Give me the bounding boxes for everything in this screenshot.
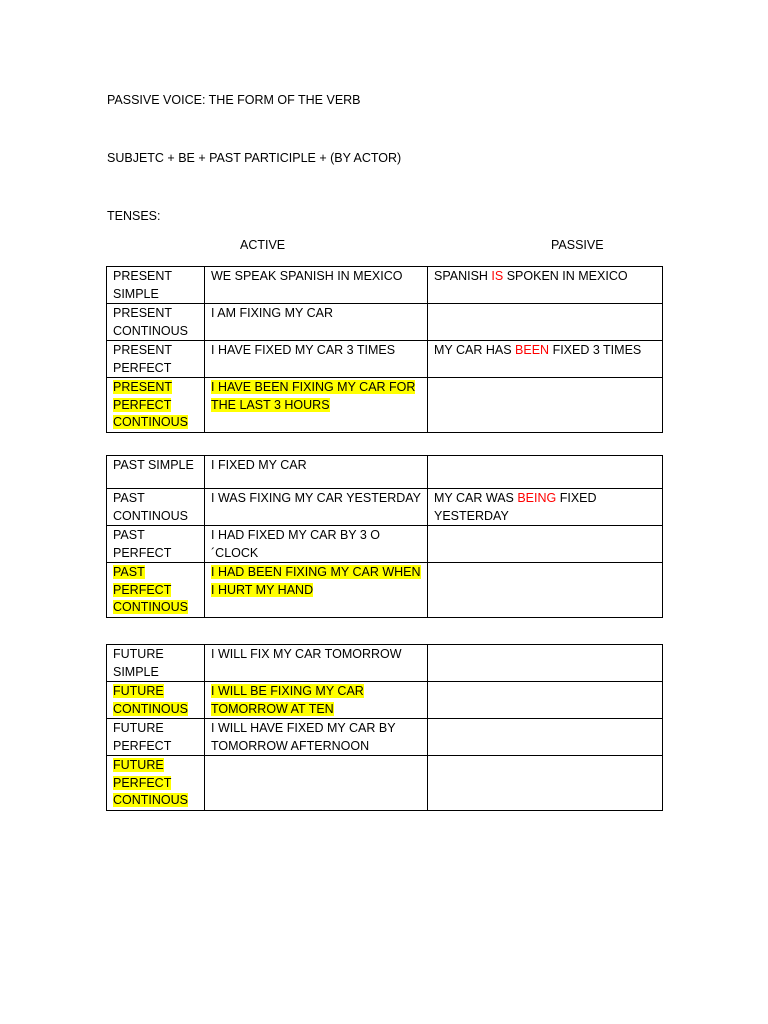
tense-name: PRESENT SIMPLE	[113, 269, 172, 301]
active-example: I HAVE FIXED MY CAR 3 TIMES	[211, 343, 396, 357]
passive-auxiliary: BEING	[517, 491, 557, 505]
passive-example: SPANISH IS SPOKEN IN MEXICO	[428, 267, 663, 304]
passive-auxiliary: BEEN	[515, 343, 550, 357]
table-row	[107, 378, 663, 433]
active-example: I AM FIXING MY CAR	[211, 306, 334, 320]
passive-example	[428, 756, 663, 811]
table-row	[107, 526, 663, 563]
table-row	[107, 682, 663, 719]
tense-name: PAST PERFECT	[113, 528, 172, 560]
tenses-label: TENSES:	[107, 209, 161, 223]
formula-line: SUBJETC + BE + PAST PARTICIPLE + (BY ACTOR)	[107, 151, 402, 165]
table-row	[107, 456, 663, 489]
passive-example	[428, 719, 663, 756]
table-row	[107, 563, 663, 618]
tense-name: FUTURE CONTINOUS	[113, 684, 188, 716]
passive-column-label: PASSIVE	[551, 238, 604, 252]
table-row	[107, 489, 663, 526]
active-example: I HAD BEEN FIXING MY CAR WHEN I HURT MY HAND	[211, 565, 421, 597]
tense-name: PAST SIMPLE	[113, 458, 194, 472]
active-example: I FIXED MY CAR	[211, 458, 307, 472]
table-row	[107, 756, 663, 811]
passive-example	[428, 456, 663, 489]
table-row	[107, 267, 663, 304]
passive-auxiliary: IS	[491, 269, 504, 283]
table-row	[107, 645, 663, 682]
passive-example	[428, 526, 663, 563]
table-row	[107, 341, 663, 378]
active-example: I HAD FIXED MY CAR BY 3 O´CLOCK	[211, 528, 381, 560]
page-heading: PASSIVE VOICE: THE FORM OF THE VERB	[107, 93, 361, 107]
tense-name: PAST CONTINOUS	[113, 491, 188, 523]
active-column-label: ACTIVE	[240, 238, 286, 252]
active-example: I WAS FIXING MY CAR YESTERDAY	[211, 491, 421, 505]
passive-example: MY CAR WAS BEING FIXED YESTERDAY	[428, 489, 663, 526]
tense-name: FUTURE PERFECT	[113, 721, 172, 753]
tense-name: PRESENT CONTINOUS	[113, 306, 188, 338]
passive-example	[428, 563, 663, 618]
passive-example	[428, 304, 663, 341]
passive-example	[428, 645, 663, 682]
table-row	[107, 304, 663, 341]
table-row	[107, 719, 663, 756]
future-tenses-table	[106, 644, 663, 811]
passive-example: MY CAR HAS BEEN FIXED 3 TIMES	[428, 341, 663, 378]
tense-name: FUTURE SIMPLE	[113, 647, 164, 679]
past-tenses-table	[106, 455, 663, 618]
active-example: I WILL BE FIXING MY CAR TOMORROW AT TEN	[211, 684, 364, 716]
tense-name: PRESENT PERFECT CONTINOUS	[113, 380, 188, 429]
active-example: I WILL FIX MY CAR TOMORROW	[211, 647, 402, 661]
passive-example	[428, 682, 663, 719]
present-tenses-table	[106, 266, 663, 433]
tense-name: PRESENT PERFECT	[113, 343, 172, 375]
active-example: I WILL HAVE FIXED MY CAR BY TOMORROW AFTERNOON	[211, 721, 396, 753]
tense-name: FUTURE PERFECT CONTINOUS	[113, 758, 188, 807]
passive-example	[428, 378, 663, 433]
active-example: I HAVE BEEN FIXING MY CAR FOR THE LAST 3 HOURS	[211, 380, 416, 412]
active-example: WE SPEAK SPANISH IN MEXICO	[211, 269, 403, 283]
tense-name: PAST PERFECT CONTINOUS	[113, 565, 188, 614]
